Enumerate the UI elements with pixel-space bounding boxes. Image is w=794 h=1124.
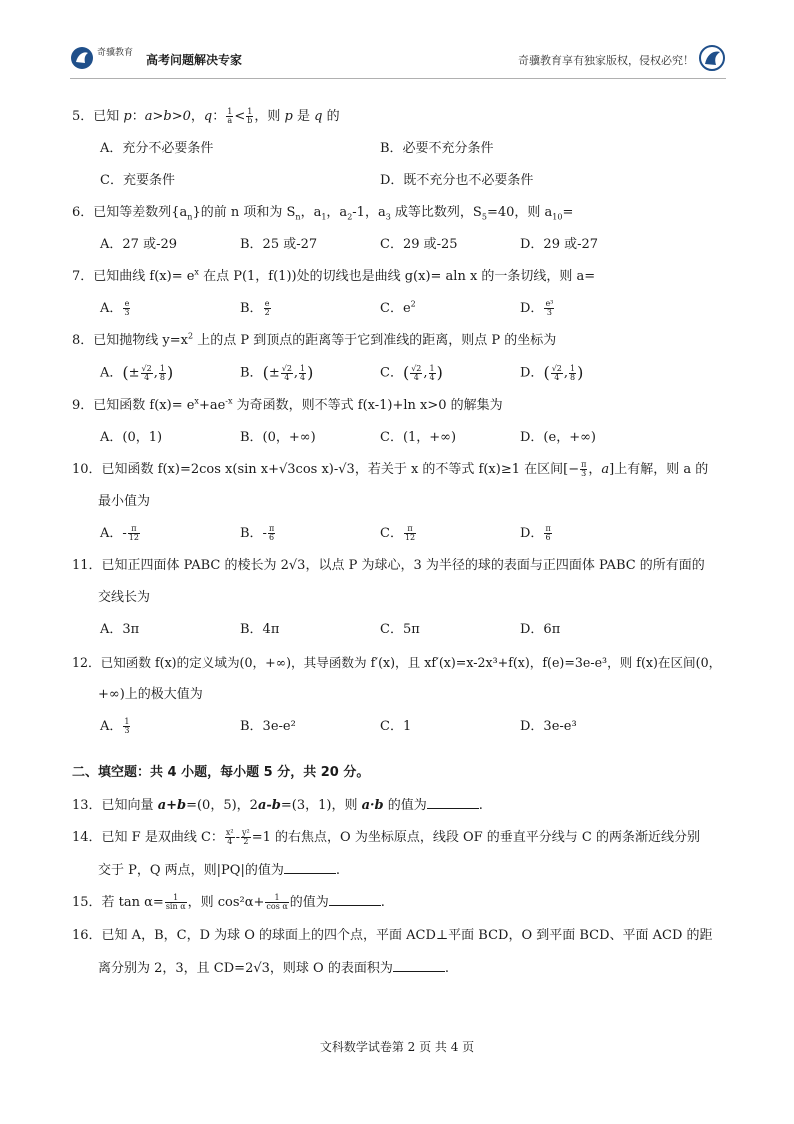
header-divider bbox=[70, 78, 726, 79]
question-10-option-a: A．- $\frac{\pi}{12}$ bbox=[100, 524, 139, 542]
question-6-stem: 6．已知等差数列$\{a_n\}$的前 n 项和为 $S_n$，$a_1$，$a_2-1$，$a_3$ 成等比数列，$S_5=40$，则 $a_{10}=$ bbox=[72, 205, 574, 222]
question-8-option-c: C．( $\frac{√2}{4}$ , $\frac{1}{4}$ ) bbox=[380, 363, 443, 382]
question-16-stem: 16．已知 A，B，C，D 为球 O 的球面上的四个点，平面 ACD⊥平面 BCD，O 到平面 BCD、平面 ACD 的距 bbox=[72, 928, 713, 943]
question-11-option-b: B．4π bbox=[240, 622, 280, 637]
header-tagline: 高考问题解决专家 bbox=[146, 53, 243, 67]
question-5-option-a: A．充分不必要条件 bbox=[100, 141, 214, 156]
question-12-option-b: B．3e-e² bbox=[240, 719, 296, 734]
question-7-option-b: B． $\frac{e}{2}$ bbox=[240, 299, 270, 317]
question-13-stem: 13．已知向量 a+b=(0，5)，2a-b=(3，1)，则 a·b 的值为 . bbox=[72, 798, 483, 813]
question-7-option-d: D． $\frac{\text{e³}}{3}$ bbox=[520, 299, 554, 317]
question-9-option-c: C．(1，+∞) bbox=[380, 430, 457, 445]
question-11-option-c: C．5π bbox=[380, 622, 420, 637]
answer-blank[interactable] bbox=[284, 861, 336, 874]
question-10-option-b: B．- $\frac{\pi}{6}$ bbox=[240, 524, 275, 542]
question-6-option-a: A．27 或-29 bbox=[100, 237, 177, 252]
horse-logo-icon bbox=[70, 46, 94, 70]
section-heading-fill-in: 二、填空题：共 4 小题，每小题 5 分，共 20 分。 bbox=[72, 765, 370, 780]
page-header bbox=[70, 44, 726, 74]
question-12-option-c: C．1 bbox=[380, 719, 412, 734]
question-12-option-a: A． $\frac{1}{3}$ bbox=[100, 717, 130, 735]
answer-blank[interactable] bbox=[329, 893, 381, 906]
question-10-option-c: C． $\frac{\pi}{12}$ bbox=[380, 524, 416, 542]
question-11-stem-cont: 交线长为 bbox=[98, 590, 151, 605]
question-5-stem: 5．已知 p：a>b>0，q： $\frac{1}{a}$ < $\frac{1}{b}$ ，则 p 是 q 的 bbox=[72, 107, 340, 125]
question-8-stem: 8．已知抛物线 $y=x^2$ 上的点 P 到顶点的距离等于它到准线的距离，则点 P 的坐标为 bbox=[72, 331, 557, 348]
question-16-stem-cont: 离分别为 2，3，且 CD=2√3，则球 O 的表面积为 . bbox=[98, 961, 449, 976]
question-11-option-d: D．6π bbox=[520, 622, 561, 637]
question-5-option-d: D．既不充分也不必要条件 bbox=[380, 173, 534, 188]
question-12-stem: 12．已知函数 f(x)的定义域为(0，+∞)，其导函数为 f′(x)，且 xf′(x)=x-2x³+f(x)，f(e)=3e-e³，则 f(x)在区间(0， bbox=[72, 655, 722, 670]
question-11-stem: 11．已知正四面体 PABC 的棱长为 2√3，以点 P 为球心，3 为半径的球的表面与正四面体 PABC 的所有面的 bbox=[72, 558, 705, 573]
copyright-notice: 奇骥教育享有独家版权，侵权必究！ bbox=[518, 54, 694, 67]
question-9-option-d: D．(e，+∞) bbox=[520, 430, 596, 445]
question-7-option-c: C．$e^2$ bbox=[380, 299, 416, 316]
question-7-stem: 7．已知曲线 $f(x)= e^x$ 在点 P(1，f(1))处的切线也是曲线 g(x)= aln x 的一条切线，则 a= bbox=[72, 267, 596, 284]
question-9-option-b: B．(0，+∞) bbox=[240, 430, 316, 445]
question-8-option-b: B．(± $\frac{√2}{4}$ , $\frac{1}{4}$ ) bbox=[240, 363, 314, 382]
answer-blank[interactable] bbox=[393, 959, 445, 972]
question-6-option-d: D．29 或-27 bbox=[520, 237, 599, 252]
question-14-stem: 14．已知 F 是双曲线 C： $\frac{\text{x²}}{4}$ - $\frac{\text{y²}}{2}$ =1 的右焦点，O 为坐标原点，线段 OF 的垂直平分线与 C 的两条渐近线分别 bbox=[72, 828, 701, 846]
question-10-stem-cont: 最小值为 bbox=[98, 494, 151, 509]
question-5-option-b: B．必要不充分条件 bbox=[380, 141, 494, 156]
question-14-stem-cont: 交于 P，Q 两点，则|PQ|的值为 . bbox=[98, 863, 340, 878]
horse-emblem-icon bbox=[698, 44, 726, 72]
question-9-option-a: A．(0，1) bbox=[100, 430, 163, 445]
question-6-option-c: C．29 或-25 bbox=[380, 237, 458, 252]
question-5-option-c: C．充要条件 bbox=[100, 173, 175, 188]
question-10-option-d: D． $\frac{\pi}{6}$ bbox=[520, 524, 551, 542]
question-7-option-a: A． $\frac{e}{3}$ bbox=[100, 299, 130, 317]
question-12-option-d: D．3e-e³ bbox=[520, 719, 577, 734]
question-15-stem: 15．若 tan α= $\frac{1}{\text{sin α}}$ ，则 cos²α+ $\frac{1}{\text{cos α}}$ 的值为 . bbox=[72, 893, 385, 911]
question-9-stem: 9．已知函数 $f(x)= e^x+ae^{-x}$ 为奇函数，则不等式 f(x-1)+ln x>0 的解集为 bbox=[72, 396, 503, 413]
question-12-stem-cont: +∞)上的极大值为 bbox=[98, 687, 203, 702]
question-8-option-a: A．(± $\frac{√2}{4}$ , $\frac{1}{8}$ ) bbox=[100, 363, 174, 382]
question-10-stem: 10．已知函数 f(x)=2cos x(sin x+√3cos x)-√3，若关于 x 的不等式 f(x)≥1 在区间[− $\frac{\pi}{3}$ ，a]上有解，则 a 的 bbox=[72, 460, 709, 478]
question-6-option-b: B．25 或-27 bbox=[240, 237, 318, 252]
page-footer: 文科数学试卷第 2 页 共 4 页 bbox=[319, 1040, 475, 1054]
question-8-option-d: D．( $\frac{√2}{4}$ , $\frac{1}{8}$ ) bbox=[520, 363, 584, 382]
answer-blank[interactable] bbox=[427, 796, 479, 809]
brand-name: 奇骥教育 bbox=[97, 48, 134, 58]
question-11-option-a: A．3π bbox=[100, 622, 140, 637]
